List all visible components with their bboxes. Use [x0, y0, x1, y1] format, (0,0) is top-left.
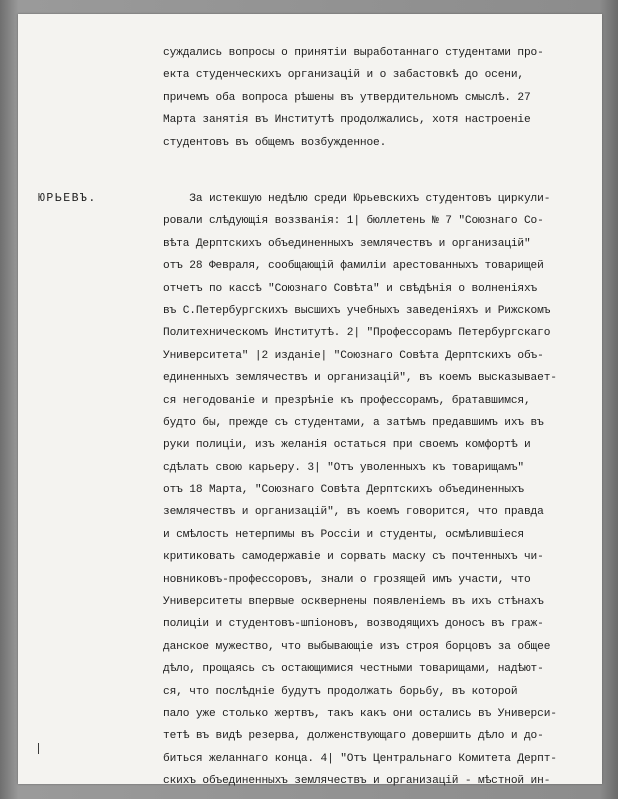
text-line: скихъ объединенныхъ землячествъ и организацiй - мѣстной ин- — [163, 775, 551, 788]
text-line: дѣло, прощаясь съ остающимися честными товарищами, надѣют- — [163, 663, 544, 676]
text-line: данское мужество, что выбывающiе изъ строя борцовъ за общее — [163, 640, 551, 653]
margin-mark — [38, 743, 39, 754]
text-line: отъ 18 Марта, "Союзнаго Совѣта Дерптскихъ объединенныхъ — [163, 484, 524, 497]
top-paragraph — [163, 42, 548, 154]
text-line: пало уже столько жертвъ, такъ какъ они остались въ Универси- — [163, 707, 557, 720]
text-line: сдѣлать свою карьеру. 3| "Отъ уволенныхъ къ товарищамъ" — [163, 461, 524, 474]
text-line: новниковъ-профессоровъ, знали о грозящей имъ участи, что — [163, 573, 531, 586]
text-line: ся, что послѣднiе будутъ продолжать борьбу, въ которой — [163, 685, 518, 698]
text-line: въ С.Петербургскихъ высшихъ учебныхъ заведенiяхъ и Рижскомъ — [163, 304, 551, 317]
text-line: будто бы, прежде съ студентами, а затѣмъ предавшимъ ихъ въ — [163, 416, 544, 429]
text-line: За истекшую недѣлю среди Юрьевскихъ студентовъ циркули- — [163, 193, 551, 205]
text-line: единенныхъ землячествъ и организацiй", въ коемъ высказывает- — [163, 372, 557, 385]
text-line: Политехническомъ Институтѣ. 2| "Профессорамъ Петербургскаго — [163, 327, 551, 340]
section-label: ЮРЬЕВЪ. — [38, 192, 97, 205]
text-line: отчетъ по кассѣ "Союзнаго Совѣта" и свѣдѣнiя о волненiяхъ — [163, 282, 538, 295]
main-paragraph — [163, 188, 557, 793]
document-page — [18, 14, 602, 788]
text-line: Университеты впервые осквернены появленiемъ въ ихъ стѣнахъ — [163, 596, 544, 609]
text-line: ся негодованiе и презрѣнiе къ профессорамъ, братавшимся, — [163, 394, 531, 407]
text-line: тетѣ въ видѣ резерва, долженствующаго довершить дѣло и до- — [163, 730, 544, 743]
text-line: биться желаннаго конца. 4| "Отъ Центральнаго Комитета Дерпт- — [163, 752, 557, 765]
text-line: полицiи и студентовъ-шпiоновъ, возводящихъ доносъ въ граж- — [163, 618, 544, 631]
text-line: суждались вопросы о принятiи выработаннаго студентами про- — [163, 47, 544, 59]
text-line: критиковать самодержавiе и сорвать маску съ почтенныхъ чи- — [163, 551, 544, 564]
text-line: руки полицiи, изъ желанiя остаться при своемъ комфортѣ и — [163, 439, 531, 452]
text-line: студентовъ въ общемъ возбужденное. — [163, 136, 387, 149]
text-line: ровали слѣдующiя воззванiя: 1| бюллетень № 7 "Союзнаго Со- — [163, 215, 544, 228]
text-line: землячествъ и организацiй", въ коемъ говорится, что правда — [163, 506, 544, 519]
text-line: екта студенческихъ организацiй и о забастовкѣ до осени, — [163, 69, 524, 82]
text-line: отъ 28 Февраля, сообщающiй фамилiи арестованныхъ товарищей — [163, 260, 544, 273]
text-line: Марта занятiя въ Институтѣ продолжались, хотя настроенiе — [163, 114, 531, 127]
text-line: причемъ оба вопроса рѣшены въ утвердительномъ смыслѣ. 27 — [163, 91, 531, 104]
text-line: Университета" |2 изданiе| "Союзнаго Совѣта Дерптскихъ объ- — [163, 349, 544, 362]
text-line: вѣта Дерптскихъ объединенныхъ землячествъ и организацiй" — [163, 237, 531, 250]
text-line: и смѣлость нетерпимы въ Россiи и студенты, осмѣлившiеся — [163, 528, 524, 541]
